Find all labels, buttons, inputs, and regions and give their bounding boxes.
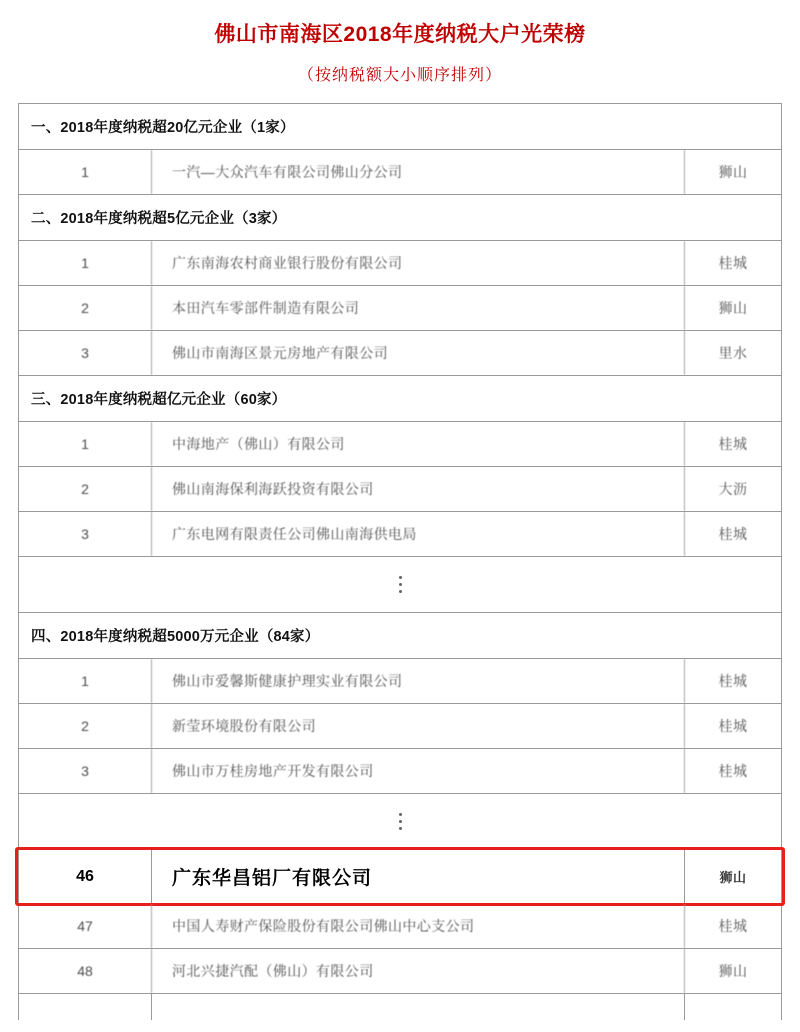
table-row [19,704,781,749]
section-label: 一、2018年度纳税超20亿元企业（1家） [31,120,295,136]
table-row [19,286,781,331]
table-row-ellipsis [19,794,781,850]
row-company-name: 广东电网有限责任公司佛山南海供电局 [152,512,685,556]
row-rank: 2 [19,286,152,330]
row-area: 狮山 [718,164,748,180]
row-company-name: 中海地产（佛山）有限公司 [152,422,685,466]
row-company-name: 广东华昌铝厂有限公司 [152,850,685,903]
row-rank: 1 [19,150,152,194]
row-rank: 3 [19,512,152,556]
table-row [19,949,781,994]
row-area: 桂城 [718,918,748,934]
row-area: 桂城 [718,255,748,271]
page-title: 佛山市南海区2018年度纳税大户光荣榜 [214,23,586,46]
page-subtitle: （按纳税额大小顺序排列） [297,67,502,84]
row-company-name: 佛山南海保利海跃投资有限公司 [152,467,685,511]
table-row [19,241,781,286]
row-area: 桂城 [718,763,748,779]
section-label: 二、2018年度纳税超5亿元企业（3家） [31,211,287,227]
row-rank: 2 [19,704,152,748]
section-label: 四、2018年度纳税超5000万元企业（84家） [31,629,320,645]
table-row-highlighted [19,850,781,904]
row-area: 狮山 [719,870,747,885]
row-rank: 47 [19,904,152,948]
table-row [19,512,781,557]
row-rank: 1 [19,422,152,466]
row-area [685,994,781,1020]
row-rank: 3 [19,331,152,375]
row-rank: 1 [19,241,152,285]
row-company-name: 一汽—大众汽车有限公司佛山分公司 [152,150,685,194]
vertical-ellipsis-icon [19,805,781,838]
row-area: 桂城 [718,718,748,734]
table-section-header [19,613,781,659]
row-area: 狮山 [718,963,748,979]
row-company-name: 广东南海农村商业银行股份有限公司 [152,241,685,285]
table-row [19,422,781,467]
table-row-partial [19,994,781,1020]
row-rank: 1 [19,659,152,703]
row-rank: 3 [19,749,152,793]
section-label: 三、2018年度纳税超亿元企业（60家） [31,392,287,408]
row-rank [19,994,152,1020]
row-area: 桂城 [718,526,748,542]
row-area: 桂城 [718,436,748,452]
row-company-name: 本田汽车零部件制造有限公司 [152,286,685,330]
table-row [19,150,781,195]
table-section-header [19,195,781,241]
table-row-ellipsis [19,557,781,613]
row-company-name: 新莹环境股份有限公司 [152,704,685,748]
table-row [19,904,781,949]
row-area: 大沥 [718,481,748,497]
table-row [19,659,781,704]
table-section-header [19,376,781,422]
row-company-name: 佛山市万桂房地产开发有限公司 [152,749,685,793]
row-area: 狮山 [718,300,748,316]
table-section-header [19,104,781,150]
row-company-name: 佛山市爱馨斯健康护理实业有限公司 [152,659,685,703]
table-row [19,749,781,794]
vertical-ellipsis-icon [19,568,781,601]
row-rank: 46 [19,850,152,903]
table-row [19,331,781,376]
row-rank: 2 [19,467,152,511]
row-company-name [152,994,685,1020]
row-company-name: 河北兴捷汽配（佛山）有限公司 [152,949,685,993]
taxpayer-table [18,103,782,1020]
row-area: 桂城 [718,673,748,689]
table-row [19,467,781,512]
row-rank: 48 [19,949,152,993]
row-area: 里水 [718,345,748,361]
row-company-name: 佛山市南海区景元房地产有限公司 [152,331,685,375]
row-company-name: 中国人寿财产保险股份有限公司佛山中心支公司 [152,904,685,948]
